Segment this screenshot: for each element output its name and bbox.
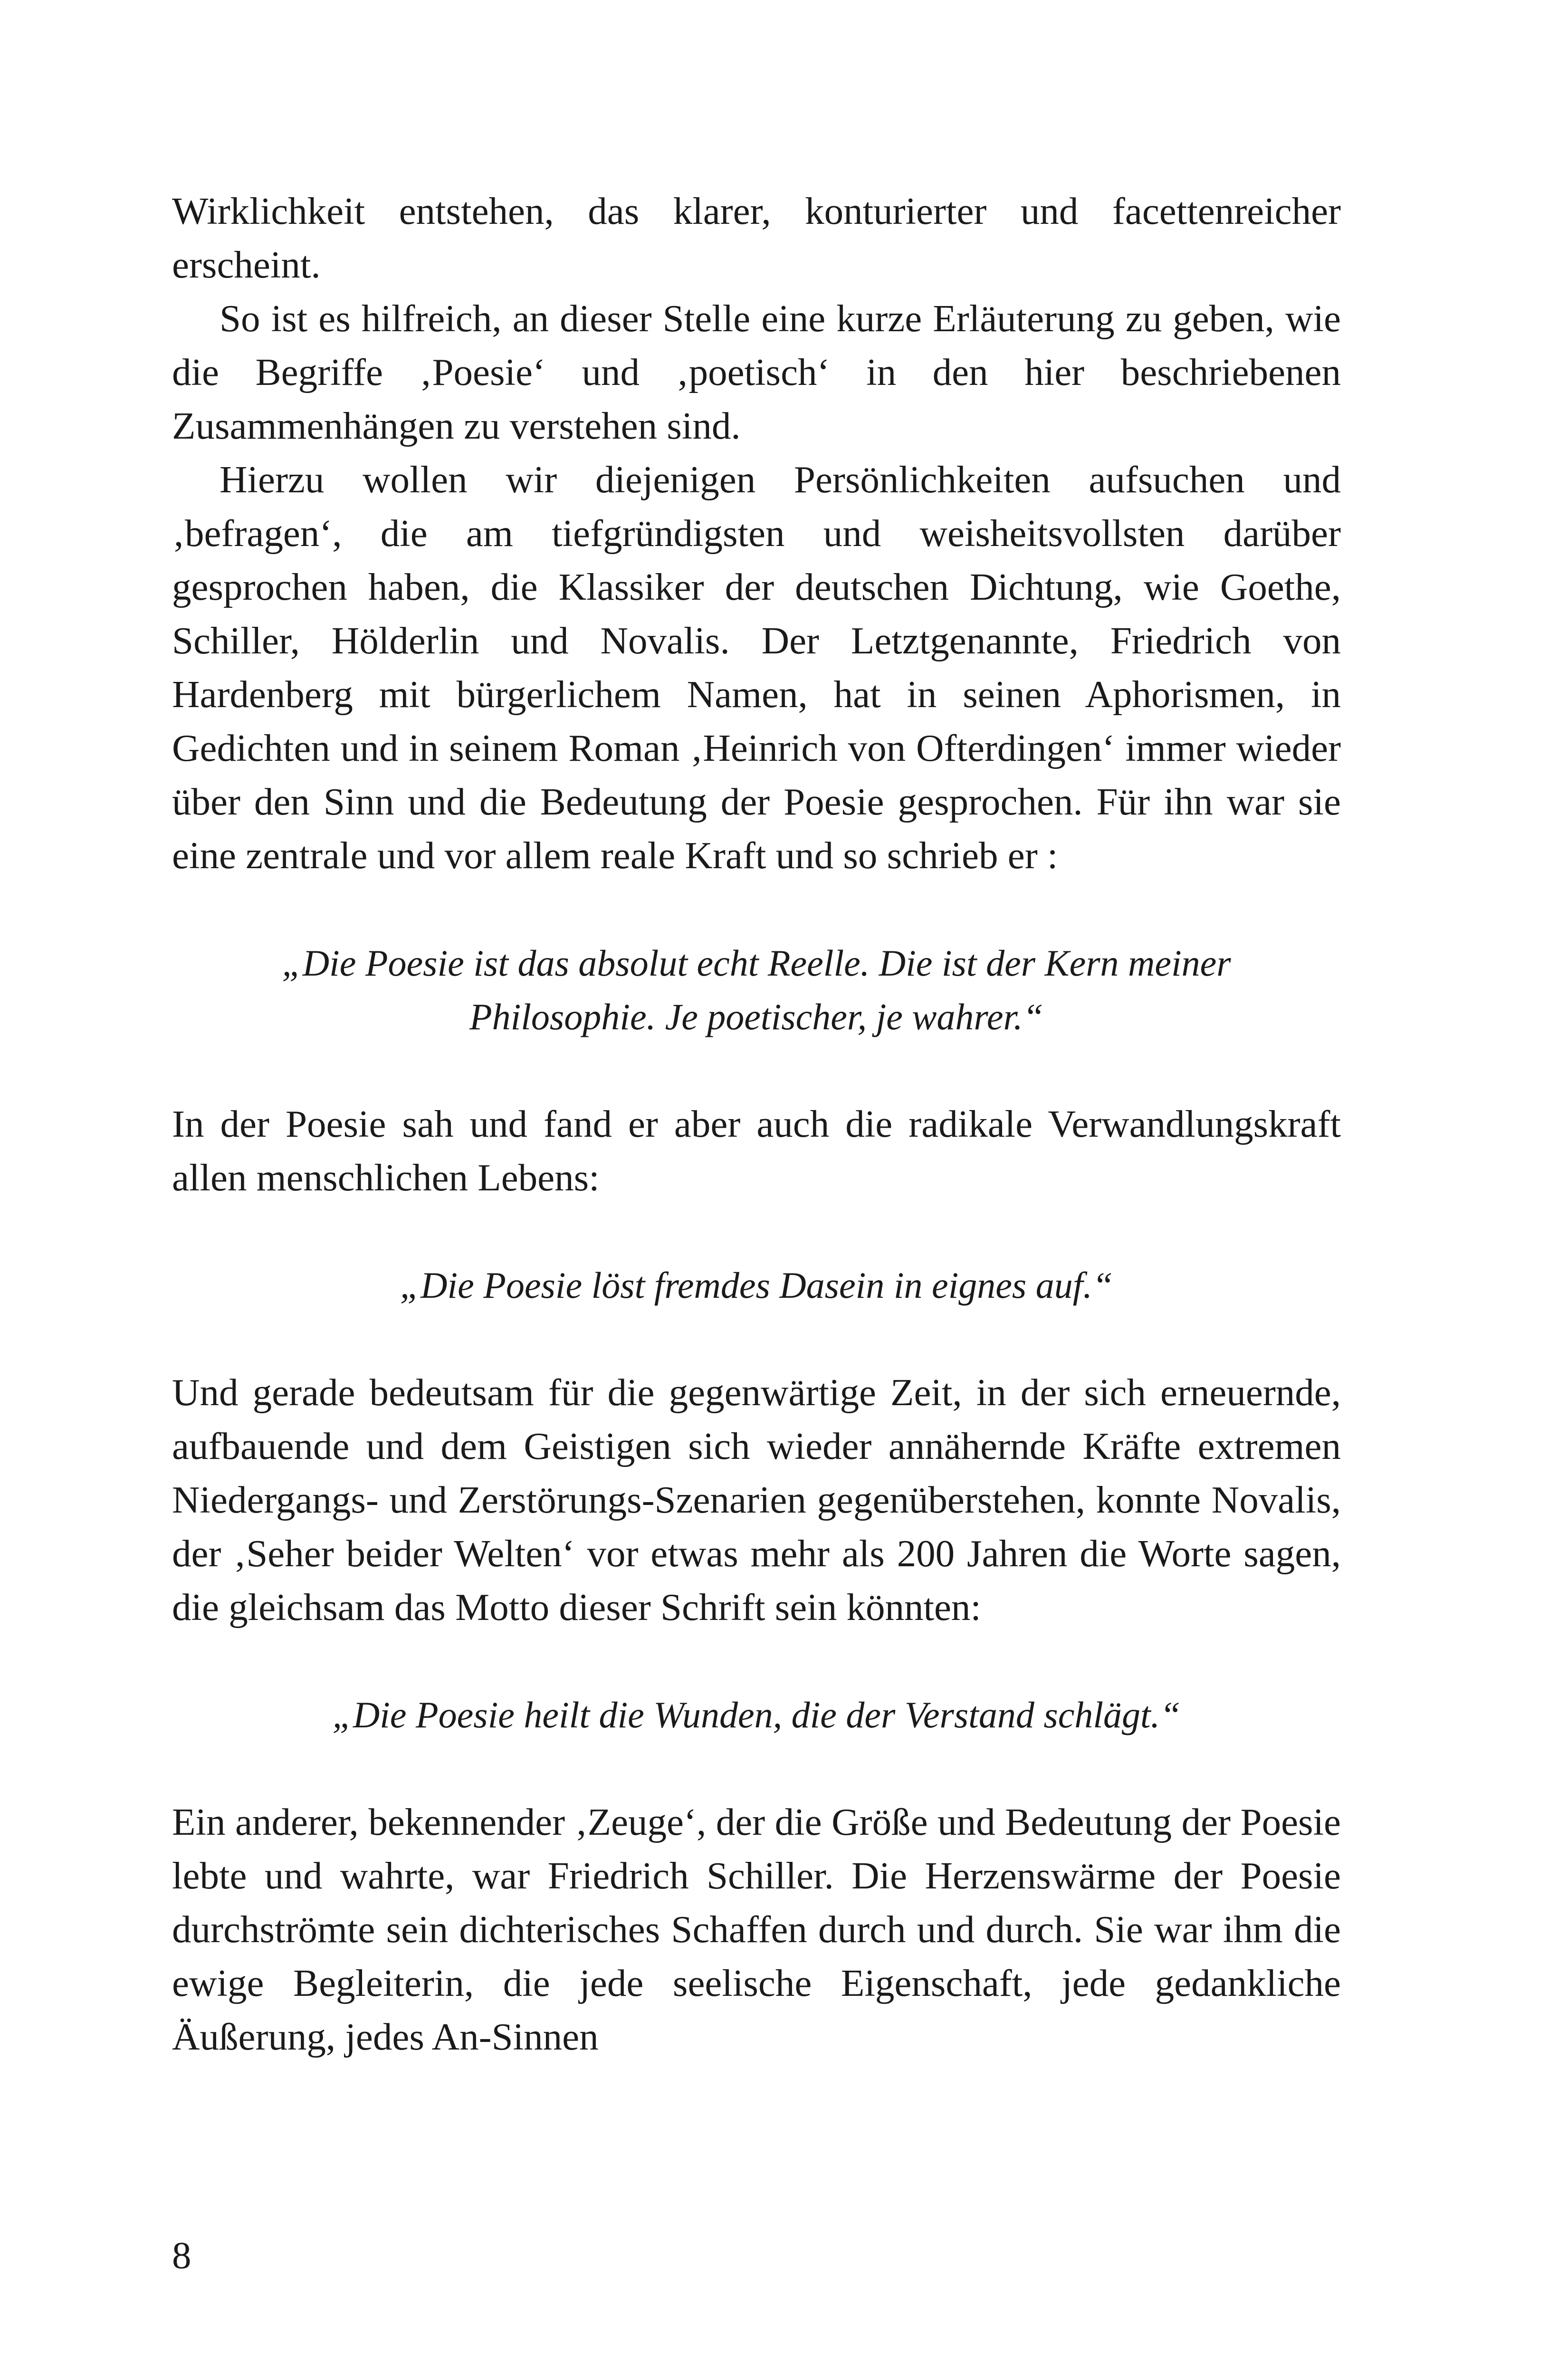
paragraph-novalis-intro: Hierzu wollen wir diejenigen Persönlichkeiten aufsuchen und ‚befragen‘, die am tiefgründigsten und weisheitsvollsten darüber gesprochen haben, die Klassiker der deutschen Dichtung, wie Goethe, Schiller, Hölderlin und Novalis. Der Letztgenannte, Friedrich von Hardenberg mit bürgerlichem Namen, hat in seinen Aphorismen, in Gedichten und in seinem Roman ‚Heinrich von Ofterdingen‘ immer wieder über den Sinn und die Bedeutung der Poesie gesprochen. Für ihn war sie eine zentrale und vor allem reale Kraft und so schrieb er : — [172, 458, 1341, 877]
quote-3: „Die Poesie heilt die Wunden, die der Verstand schlägt.“ — [332, 1694, 1181, 1735]
paragraph-continuation: Wirklichkeit entstehen, das klarer, konturierter und facettenreicher erscheint. — [172, 190, 1341, 286]
page-number: 8 — [172, 2234, 191, 2277]
quote-1-line-2: Philosophie. Je poetischer, je wahrer.“ — [469, 996, 1044, 1037]
spacer — [172, 882, 1341, 936]
quote-block-1 — [172, 936, 1341, 1044]
quote-1-line-1: „Die Poesie ist das absolut echt Reelle. Die ist der Kern meiner — [282, 942, 1231, 984]
spacer — [172, 1634, 1341, 1688]
book-page-text — [172, 184, 1341, 2064]
paragraph-schiller: Ein anderer, bekennender ‚Zeuge‘, der die Größe und Bedeutung der Poesie lebte und wahrte, war Friedrich Schiller. Die Herzenswärme der Poesie durchströmte sein dichterisches Schaffen durch und durch. Sie war ihm die ewige Begleiterin, die jede seelische Eigenschaft, jede gedankliche Äußerung, jedes An-Sinnen — [172, 1801, 1341, 2058]
spacer — [172, 1044, 1341, 1097]
paragraph-verwandlungskraft: In der Poesie sah und fand er aber auch die radikale Verwandlungskraft allen menschlichen Lebens: — [172, 1102, 1341, 1199]
quote-2: „Die Poesie löst fremdes Dasein in eignes auf.“ — [400, 1265, 1113, 1306]
paragraph-poesie-definition: So ist es hilfreich, an dieser Stelle eine kurze Erläuterung zu geben, wie die Begriffe ‚Poesie‘ und ‚poetisch‘ in den hier beschriebenen Zusammenhängen zu verstehen sind. — [172, 297, 1341, 447]
spacer — [172, 1205, 1341, 1258]
paragraph-motto: Und gerade bedeutsam für die gegenwärtige Zeit, in der sich erneuernde, aufbauende und dem Geistigen sich wieder annähernde Kräfte extremen Niedergangs- und Zerstörungs-Szenarien gegenüberstehen, konnte Novalis, der ‚Seher beider Welten‘ vor etwas mehr als 200 Jahren die Worte sagen, die gleichsam das Motto dieser Schrift sein könnten: — [172, 1371, 1341, 1629]
spacer — [172, 1742, 1341, 1795]
spacer — [172, 1312, 1341, 1366]
